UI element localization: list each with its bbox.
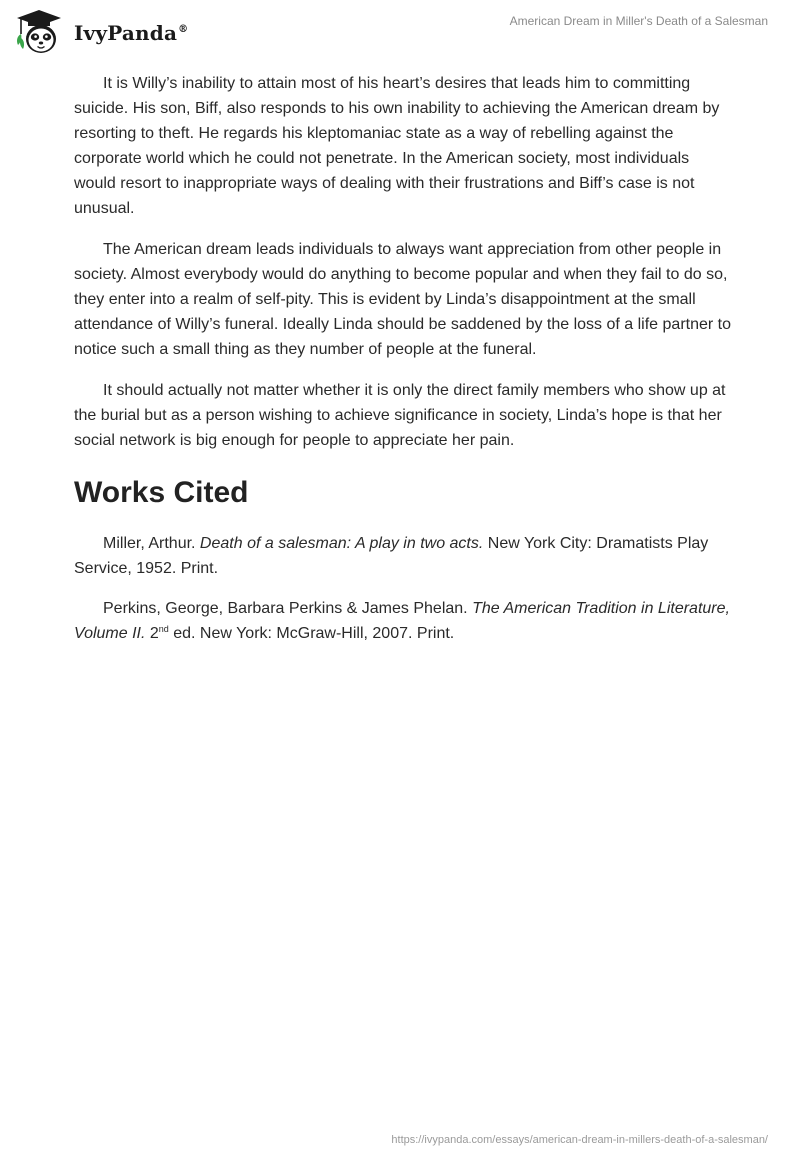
page-header [0,0,800,64]
citation-edition: 2 [145,625,159,642]
panda-graduate-icon [14,8,64,56]
registered-mark: ® [178,24,189,36]
body-paragraph: It is Willy’s inability to attain most of his heart’s desires that leads him to committing suicide. His son, Biff, also responds to his own inability to achieving the American dream by resorting to theft. He regards his kleptomaniac state as a way of rebelling against the corporate world which he could not penetrate. In the American society, most individuals would resort to inappropriate ways of dealing with their frustrations and Biff’s case is not unusual. [74,75,720,217]
brand-name: IvyPanda® [74,21,189,45]
citation-title: Death of a salesman: A play in two acts. [199,535,484,552]
citation-entry [74,596,734,646]
source-url-link[interactable]: https://ivypanda.com/essays/american-dream-in-millers-death-of-a-salesman/ [391,1134,768,1146]
citation-entry [74,531,734,581]
citation-edition-suffix: nd [158,624,169,634]
body-paragraph: The American dream leads individuals to always want appreciation from other people in society. Almost everybody would do anything to become popular and when they fail to do so, they enter into a realm of self-pity. This is evident by Linda’s disappointment at the small attendance of Willy’s funeral. Ideally Linda should be saddened by the loss of a life partner to notice such a small thing as they number of people at the funeral. [74,241,732,358]
citation-author: Perkins, George, Barbara Perkins & James Phelan. [103,600,473,617]
citation-publication: New York City: Dramatists Play Service, 1952. Print. [74,535,709,577]
brand-logo[interactable] [14,8,188,56]
works-cited-heading: Works Cited [74,476,249,509]
citation-title: The American Tradition in Literature, Volume II. [74,600,730,642]
running-title: American Dream in Miller's Death of a Salesman [509,14,768,28]
body-paragraph: It should actually not matter whether it is only the direct family members who show up at the burial but as a person wishing to achieve significance in society, Linda’s hope is that her social network is big enough for people to appreciate her pain. [74,382,726,449]
citation-author: Miller, Arthur. [103,535,200,552]
citation-publication: ed. New York: McGraw-Hill, 2007. Print. [168,625,455,642]
essay-content [74,71,734,661]
